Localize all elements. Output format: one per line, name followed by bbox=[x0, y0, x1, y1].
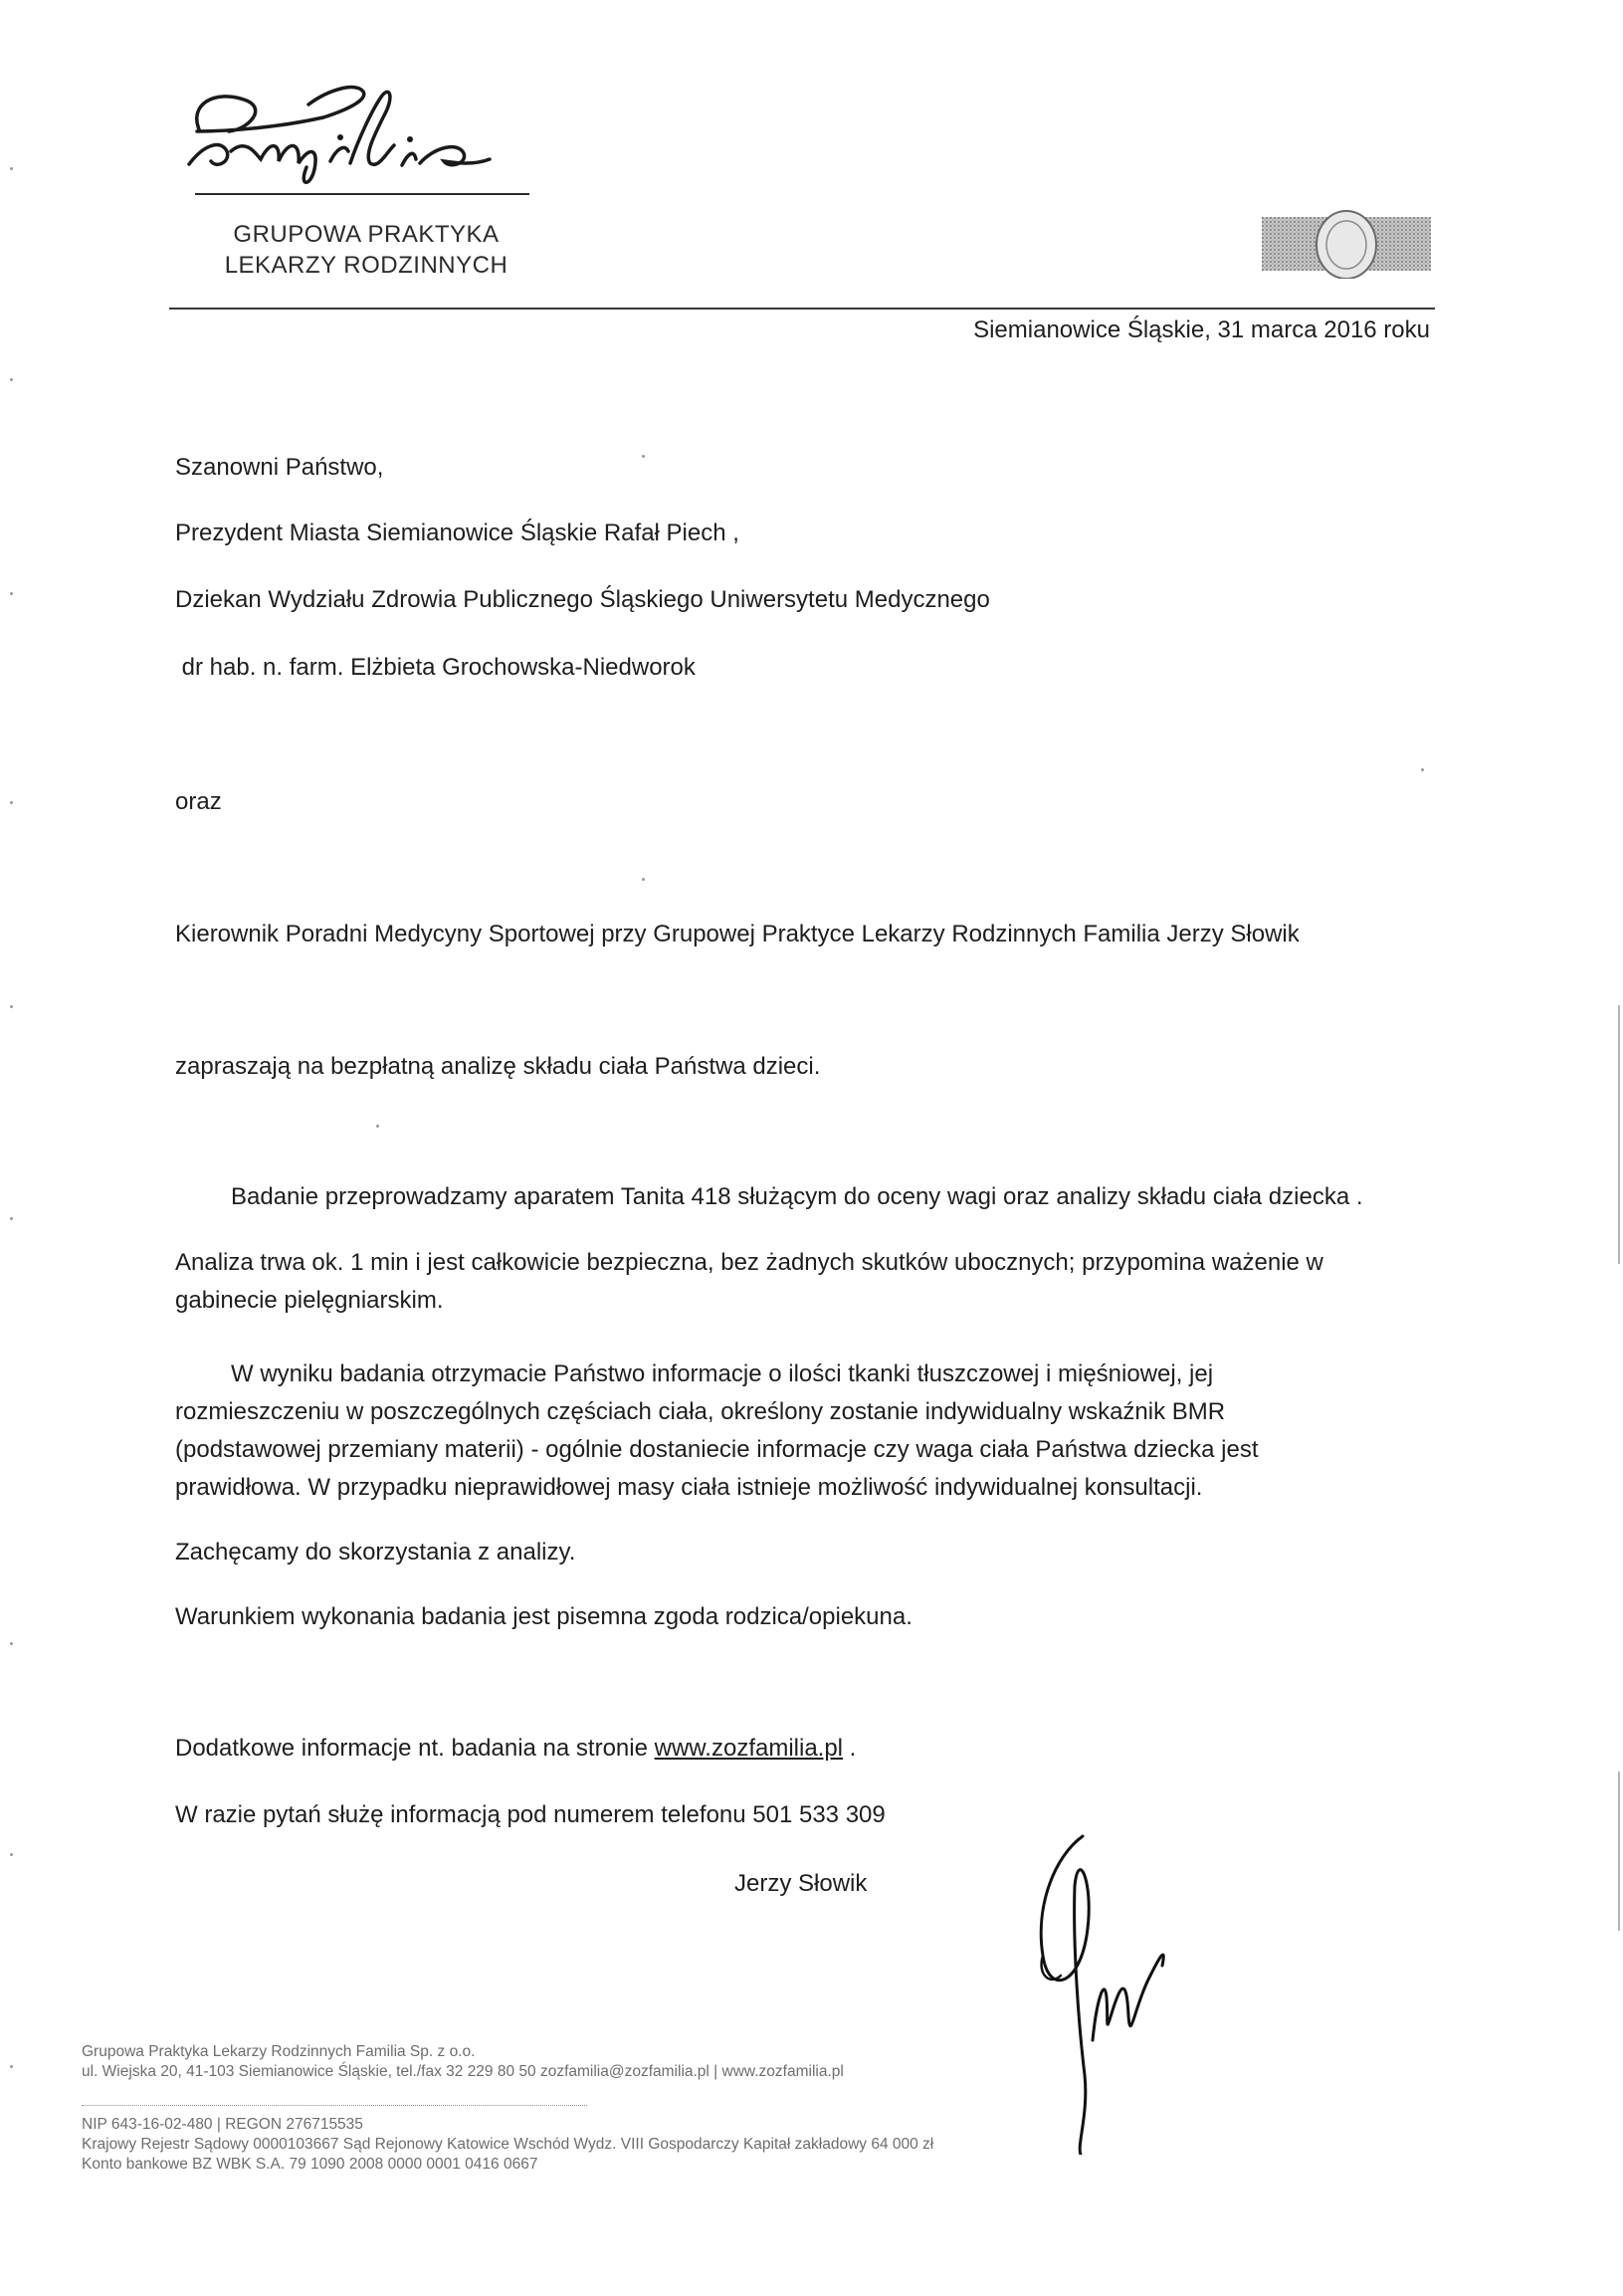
scan-speck bbox=[10, 801, 13, 804]
phone-contact-line: W razie pytań służę informacją pod numerem telefonu 501 533 309 bbox=[175, 1801, 886, 1828]
footer-address: ul. Wiejska 20, 41-103 Siemianowice Śląskie, tel./fax 32 229 80 50 zozfamilia@zozfamilia.pl | www.zozfamilia.pl bbox=[82, 2063, 844, 2080]
scan-speck bbox=[10, 1005, 13, 1008]
paragraph-results-line-3: (podstawowej przemiany materii) - ogólnie dostaniecie informacje czy waga ciała Państwa dziecka jest bbox=[175, 1436, 1259, 1463]
greeting: Szanowni Państwo, bbox=[175, 454, 384, 481]
footer-court-register: Krajowy Rejestr Sądowy 0000103667 Sąd Rejonowy Katowice Wschód Wydz. VIII Gospodarczy Kapitał zakładowy 64 000 zł bbox=[82, 2136, 934, 2153]
scan-speck bbox=[642, 455, 645, 458]
scan-speck bbox=[10, 167, 13, 170]
consent-condition-text: Warunkiem wykonania badania jest pisemna zgoda rodzica/opiekuna. bbox=[175, 1603, 913, 1630]
encouragement-text: Zachęcamy do skorzystania z analizy. bbox=[175, 1539, 576, 1565]
paragraph-results-line-2: rozmieszczeniu w poszczególnych częściach ciała, określony zostanie indywidualny wskaźnik BMR bbox=[175, 1398, 1226, 1425]
scan-speck bbox=[10, 2065, 13, 2068]
scan-speck bbox=[10, 1217, 13, 1220]
practice-line-2: LEKARZY RODZINNYCH bbox=[224, 252, 508, 279]
scan-speck bbox=[376, 1125, 379, 1128]
logo-underline bbox=[195, 193, 529, 195]
recipient-dean-name: dr hab. n. farm. Elżbieta Grochowska-Niedworok bbox=[175, 654, 696, 681]
recipient-dean: Dziekan Wydziału Zdrowia Publicznego Śląskiego Uniwersytetu Medycznego bbox=[175, 586, 990, 613]
website-link[interactable]: www.zozfamilia.pl bbox=[654, 1735, 844, 1762]
footer-tax-ids: NIP 643-16-02-480 | REGON 276715535 bbox=[82, 2116, 363, 2133]
more-info-suffix: . bbox=[843, 1735, 857, 1762]
footer-company-name: Grupowa Praktyka Lekarzy Rodzinnych Familia Sp. z o.o. bbox=[82, 2043, 476, 2060]
scan-speck bbox=[10, 1853, 13, 1856]
scan-speck bbox=[10, 378, 13, 381]
familia-logo bbox=[159, 70, 577, 189]
practice-name bbox=[197, 219, 535, 281]
paragraph-results-line-4: prawidłowa. W przypadku nieprawidłowej masy ciała istnieje możliwość indywidualnej konsultacji. bbox=[175, 1474, 1203, 1501]
more-info-prefix: Dodatkowe informacje nt. badania na stronie bbox=[175, 1735, 655, 1762]
footer-registration bbox=[82, 2115, 933, 2175]
scan-speck bbox=[10, 1642, 13, 1645]
signer-name: Jerzy Słowik bbox=[734, 1870, 868, 1897]
handwritten-signature bbox=[1035, 1826, 1234, 2155]
header-divider bbox=[169, 308, 1435, 310]
paragraph-results-line-1: W wyniku badania otrzymacie Państwo informacje o ilości tkanki tłuszczowej i mięśniowej, jej bbox=[231, 1360, 1214, 1387]
scan-speck bbox=[642, 878, 645, 881]
invitation-text: zapraszają na bezpłatną analizę składu ciała Państwa dzieci. bbox=[175, 1053, 821, 1080]
footer-divider bbox=[82, 2105, 587, 2107]
footer-company bbox=[82, 2042, 844, 2082]
paragraph-duration-line-1: Analiza trwa ok. 1 min i jest całkowicie bezpieczna, bez żadnych skutków ubocznych; przypomina ważenie w bbox=[175, 1249, 1323, 1276]
letter-date: Siemianowice Śląskie, 31 marca 2016 roku bbox=[973, 316, 1430, 343]
scan-edge-mark bbox=[1618, 1772, 1620, 1931]
paragraph-device: Badanie przeprowadzamy aparatem Tanita 418 służącym do oceny wagi oraz analizy składu ciała dziecka . bbox=[231, 1183, 1363, 1210]
recipient-mayor: Prezydent Miasta Siemianowice Śląskie Rafał Piech , bbox=[175, 520, 739, 546]
recipient-clinic-head: Kierownik Poradni Medycyny Sportowej przy Grupowej Praktyce Lekarzy Rodzinnych Familia Jerzy Słowik bbox=[175, 921, 1300, 947]
more-info-line bbox=[175, 1730, 1434, 1768]
paragraph-results bbox=[175, 1356, 1434, 1507]
scan-edge-mark bbox=[1618, 1005, 1620, 1264]
scan-speck bbox=[1421, 768, 1424, 771]
oraz-text: oraz bbox=[175, 788, 222, 815]
scan-speck bbox=[10, 592, 13, 595]
practice-line-1: GRUPOWA PRAKTYKA bbox=[233, 221, 500, 248]
paragraph-duration-line-2: gabinecie pielęgniarskim. bbox=[175, 1287, 444, 1314]
footer-bank-account: Konto bankowe BZ WBK S.A. 79 1090 2008 0000 0001 0416 0667 bbox=[82, 2156, 538, 2173]
certificate-seal-icon bbox=[1262, 209, 1431, 279]
paragraph-duration bbox=[175, 1244, 1434, 1320]
